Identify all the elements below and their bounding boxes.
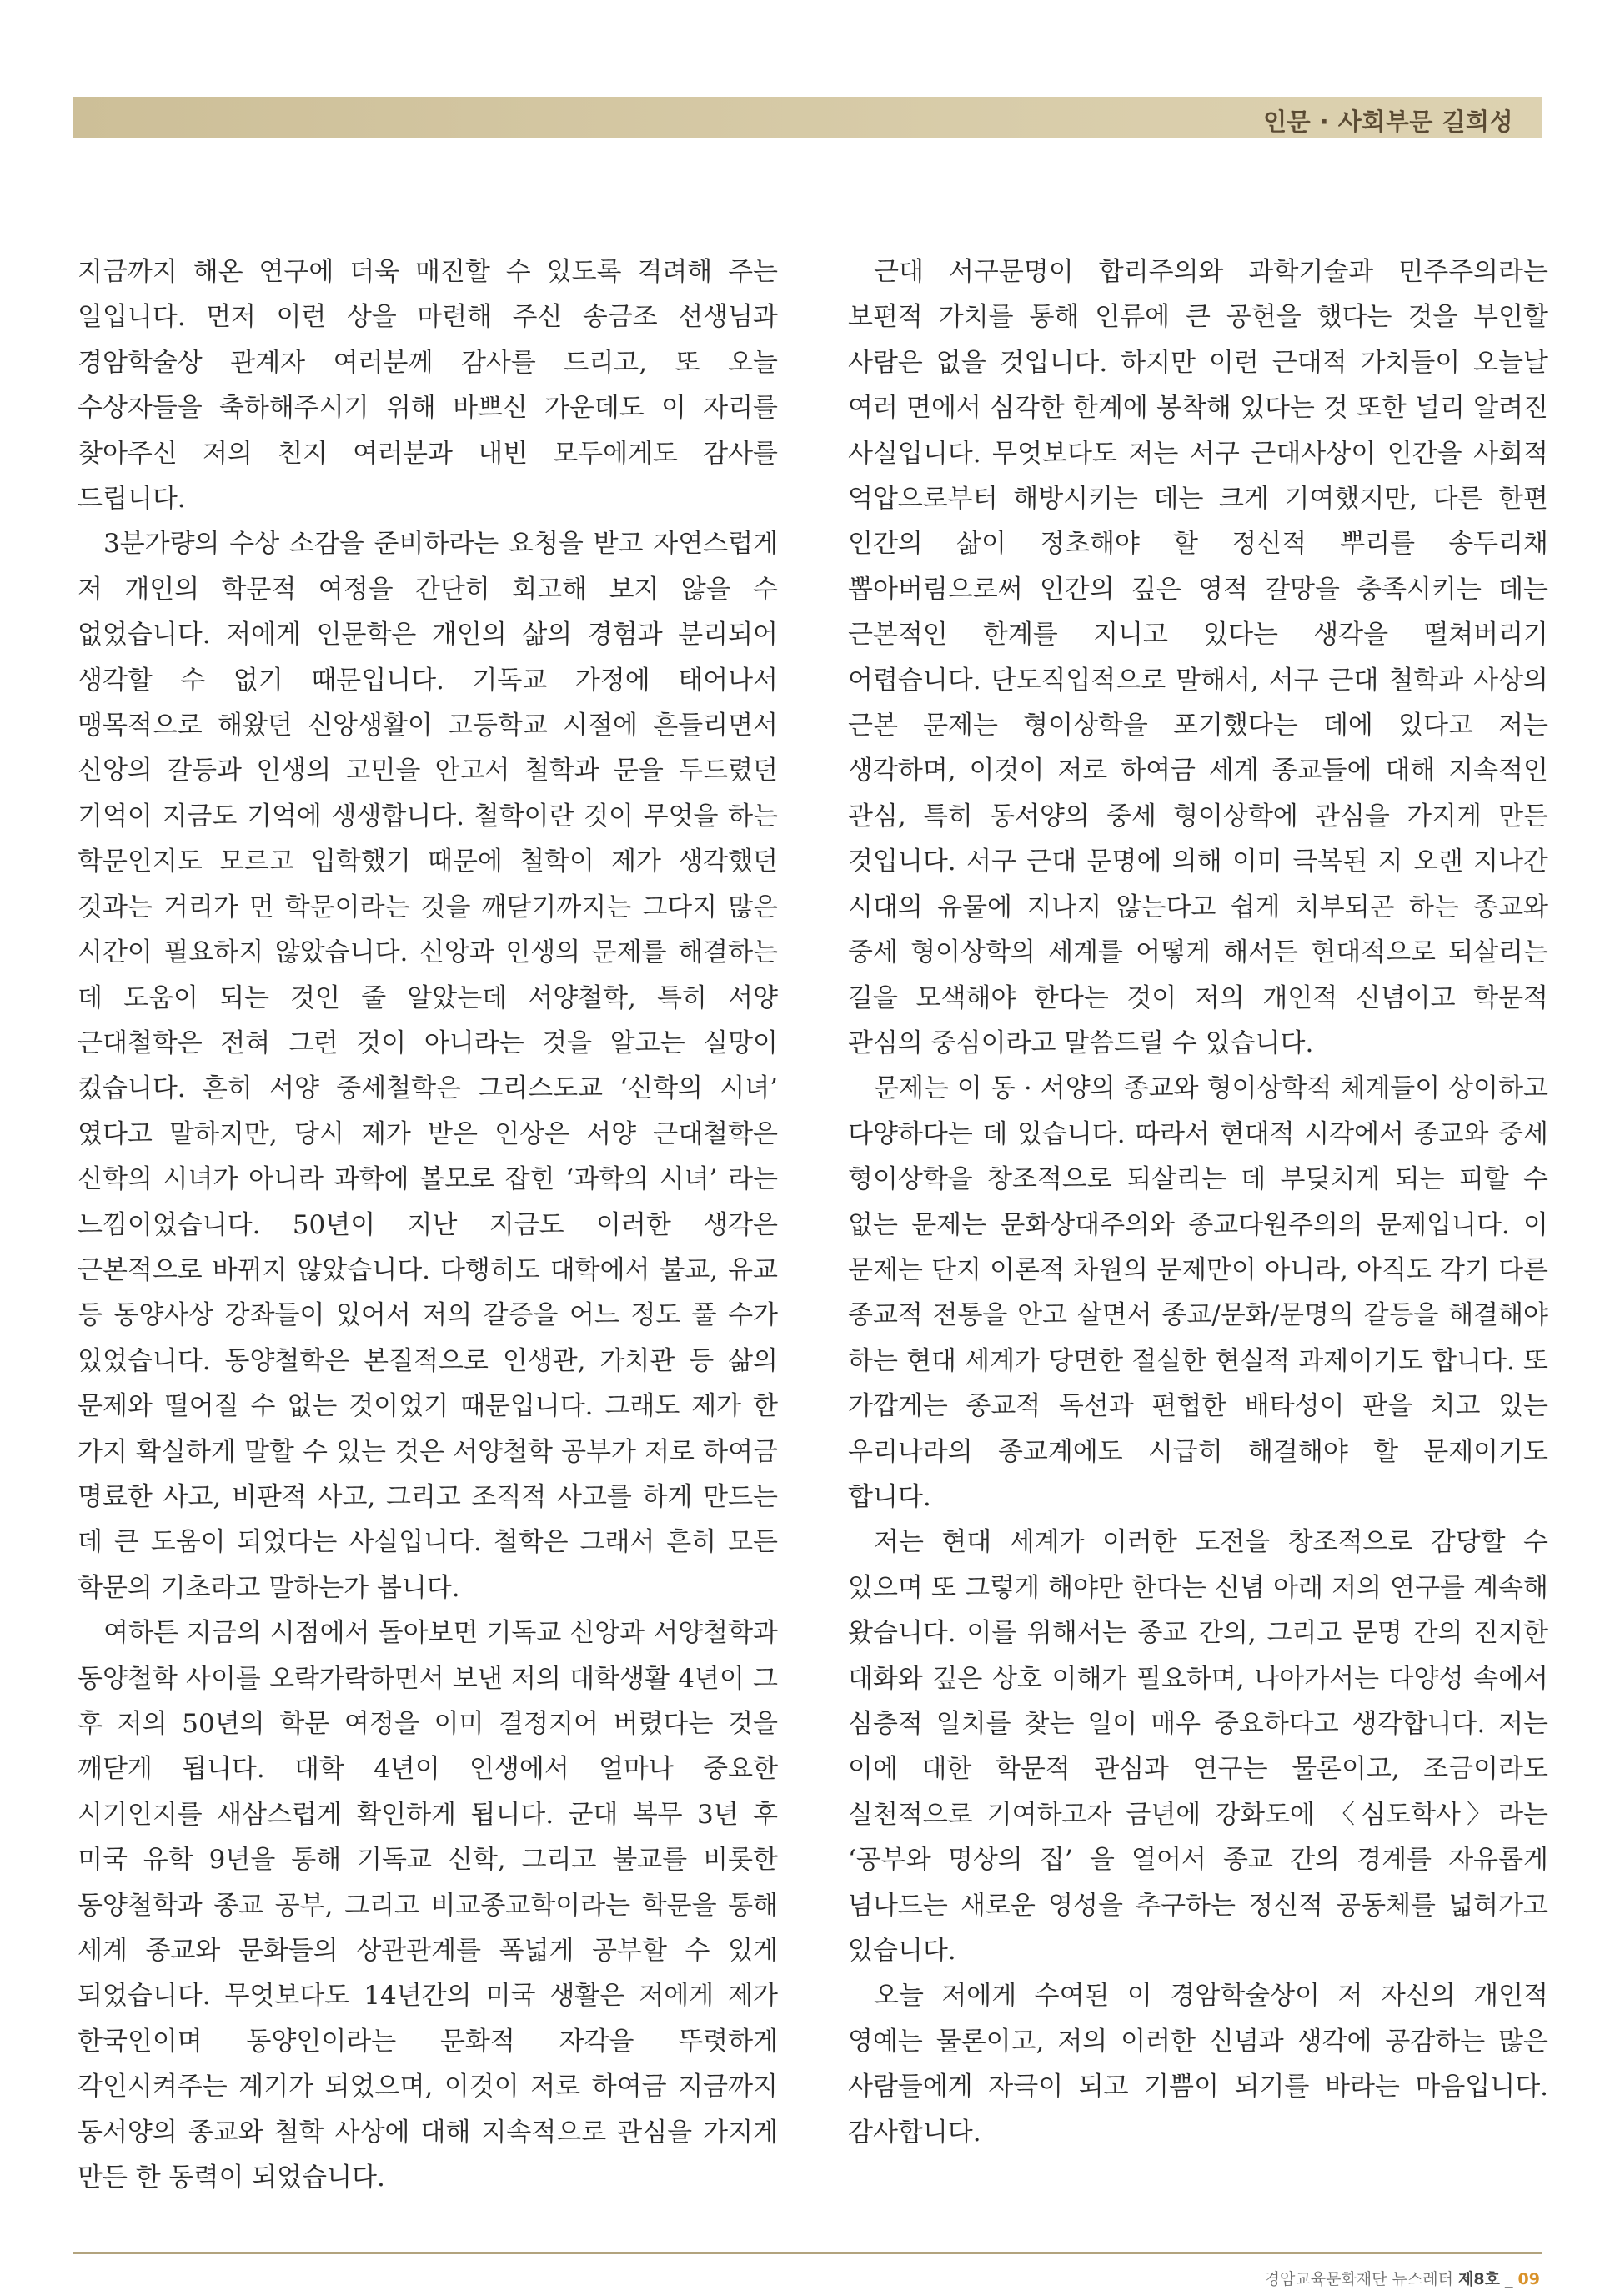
page-number: 09: [1517, 2270, 1540, 2288]
paragraph: 근대 서구문명이 합리주의와 과학기술과 민주주의라는 보편적 가치를 통해 인류에 큰 공헌을 했다는 것을 부인할 사람은 없을 것입니다. 하지만 이런 근대적 가치들이 오늘날 여러 면에서 심각한 한계에 봉착해 있다는 것 또한 널리 알려진 사실입니다. 무엇보다도 저는 서구 근대사상이 인간을 사회적 억압으로부터 해방시키는 데는 크게 기여했지만, 다른 한편 인간의 삶이 정초해야 할 정신적 뿌리를 송두리채 뽑아버림으로써 인간의 깊은 영적 갈망을 충족시키는 데는 근본적인 한계를 지니고 있다는 생각을 떨쳐버리기 어렵습니다. 단도직입적으로 말해서, 서구 근대 철학과 사상의 근본 문제는 형이상학을 포기했다는 데에 있다고 저는 생각하며, 이것이 저로 하여금 세계 종교들에 대해 지속적인 관심, 특히 동서양의 중세 형이상학에 관심을 가지게 만든 것입니다. 서구 근대 문명에 의해 이미 극복된 지 오랜 지나간 시대의 유물에 지나지 않는다고 쉽게 치부되곤 하는 종교와 중세 형이상학의 세계를 어떻게 해서든 현대적으로 되살리는 길을 모색해야 한다는 것이 저의 개인적 신념이고 학문적 관심의 중심이라고 말씀드릴 수 있습니다.: [848, 257, 1548, 1058]
right-column: [848, 249, 1548, 2155]
left-column: [78, 249, 778, 2200]
section-title: 인문 · 사회부문 길희성: [1263, 108, 1513, 136]
footer: [1265, 2267, 1540, 2289]
footer-divider: [73, 2252, 1542, 2254]
footer-separator: _: [1505, 2270, 1513, 2288]
paragraph: 문제는 이 동 · 서양의 종교와 형이상학적 체계들이 상이하고 다양하다는 데 있습니다. 따라서 현대적 시각에서 종교와 중세 형이상학을 창조적으로 되살리는 데 부딪치게 되는 피할 수 없는 문제는 문화상대주의와 종교다원주의의 문제입니다. 이 문제는 단지 이론적 차원의 문제만이 아니라, 아직도 각기 다른 종교적 전통을 안고 살면서 종교/문화/문명의 갈등을 해결해야 하는 현대 세계가 당면한 절실한 현실적 과제이기도 합니다. 또 가깝게는 종교적 독선과 편협한 배타성이 판을 치고 있는 우리나라의 종교계에도 시급히 해결해야 할 문제이기도 합니다.: [848, 1073, 1548, 1512]
header-bar: [73, 97, 1542, 138]
footer-issue: 제8호: [1458, 2270, 1500, 2288]
paragraph: 지금까지 해온 연구에 더욱 매진할 수 있도록 격려해 주는 일입니다. 먼저 이런 상을 마련해 주신 송금조 선생님과 경암학술상 관계자 여러분께 감사를 드리고, 또 오늘 수상자들을 축하해주시기 위해 바쁘신 가운데도 이 자리를 찾아주신 저의 친지 여러분과 내빈 모두에게도 감사를 드립니다.: [78, 257, 778, 515]
footer-publication: 경암교육문화재단 뉴스레터: [1264, 2270, 1453, 2288]
paragraph: 저는 현대 세계가 이러한 도전을 창조적으로 감당할 수 있으며 또 그렇게 해야만 한다는 신념 아래 저의 연구를 계속해 왔습니다. 이를 위해서는 종교 간의, 그리고 문명 간의 진지한 대화와 깊은 상호 이해가 필요하며, 나아가서는 다양성 속에서 심층적 일치를 찾는 일이 매우 중요하다고 생각합니다. 저는 이에 대한 학문적 관심과 연구는 물론이고, 조금이라도 실천적으로 기여하고자 금년에 강화도에 〈심도학사〉라는 ‘공부와 명상의 집’ 을 열어서 종교 간의 경계를 자유롭게 넘나드는 새로운 영성을 추구하는 정신적 공동체를 넓혀가고 있습니다.: [848, 1527, 1548, 1967]
paragraph: 여하튼 지금의 시점에서 돌아보면 기독교 신앙과 서양철학과 동양철학 사이를 오락가락하면서 보낸 저의 대학생활 4년이 그 후 저의 50년의 학문 여정을 이미 결정지어 버렸다는 것을 깨닫게 됩니다. 대학 4년이 인생에서 얼마나 중요한 시기인지를 새삼스럽게 확인하게 됩니다. 군대 복무 3년 후 미국 유학 9년을 통해 기독교 신학, 그리고 불교를 비롯한 동양철학과 종교 공부, 그리고 비교종교학이라는 학문을 통해 세계 종교와 문화들의 상관관계를 폭넓게 공부할 수 있게 되었습니다. 무엇보다도 14년간의 미국 생활은 저에게 제가 한국인이며 동양인이라는 문화적 자각을 뚜렷하게 각인시켜주는 계기가 되었으며, 이것이 저로 하여금 지금까지 동서양의 종교와 철학 사상에 대해 지속적으로 관심을 가지게 만든 한 동력이 되었습니다.: [78, 1618, 778, 2193]
paragraph: 3분가량의 수상 소감을 준비하라는 요청을 받고 자연스럽게 저 개인의 학문적 여정을 간단히 회고해 보지 않을 수 없었습니다. 저에게 인문학은 개인의 삶의 경험과 분리되어 생각할 수 없기 때문입니다. 기독교 가정에 태어나서 맹목적으로 해왔던 신앙생활이 고등학교 시절에 흔들리면서 신앙의 갈등과 인생의 고민을 안고서 철학과 문을 두드렸던 기억이 지금도 기억에 생생합니다. 철학이란 것이 무엇을 하는 학문인지도 모르고 입학했기 때문에 철학이 제가 생각했던 것과는 거리가 먼 학문이라는 것을 깨닫기까지는 그다지 많은 시간이 필요하지 않았습니다. 신앙과 인생의 문제를 해결하는 데 도움이 되는 것인 줄 알았는데 서양철학, 특히 서양 근대철학은 전혀 그런 것이 아니라는 것을 알고는 실망이 컸습니다. 흔히 서양 중세철학은 그리스도교 ‘신학의 시녀’ 였다고 말하지만, 당시 제가 받은 인상은 서양 근대철학은 신학의 시녀가 아니라 과학에 볼모로 잡힌 ‘과학의 시녀’ 라는 느낌이었습니다. 50년이 지난 지금도 이러한 생각은 근본적으로 바뀌지 않았습니다. 다행히도 대학에서 불교, 유교 등 동양사상 강좌들이 있어서 저의 갈증을 어느 정도 풀 수가 있었습니다. 동양철학은 본질적으로 인생관, 가치관 등 삶의 문제와 떨어질 수 없는 것이었기 때문입니다. 그래도 제가 한 가지 확실하게 말할 수 있는 것은 서양철학 공부가 저로 하여금 명료한 사고, 비판적 사고, 그리고 조직적 사고를 하게 만드는 데 큰 도움이 되었다는 사실입니다. 철학은 그래서 흔히 모든 학문의 기초라고 말하는가 봅니다.: [78, 529, 778, 1603]
paragraph: 오늘 저에게 수여된 이 경암학술상이 저 자신의 개인적 영예는 물론이고, 저의 이러한 신념과 생각에 공감하는 많은 사람들에게 자극이 되고 기쁨이 되기를 바라는 마음입니다. 감사합니다.: [848, 1981, 1548, 2148]
